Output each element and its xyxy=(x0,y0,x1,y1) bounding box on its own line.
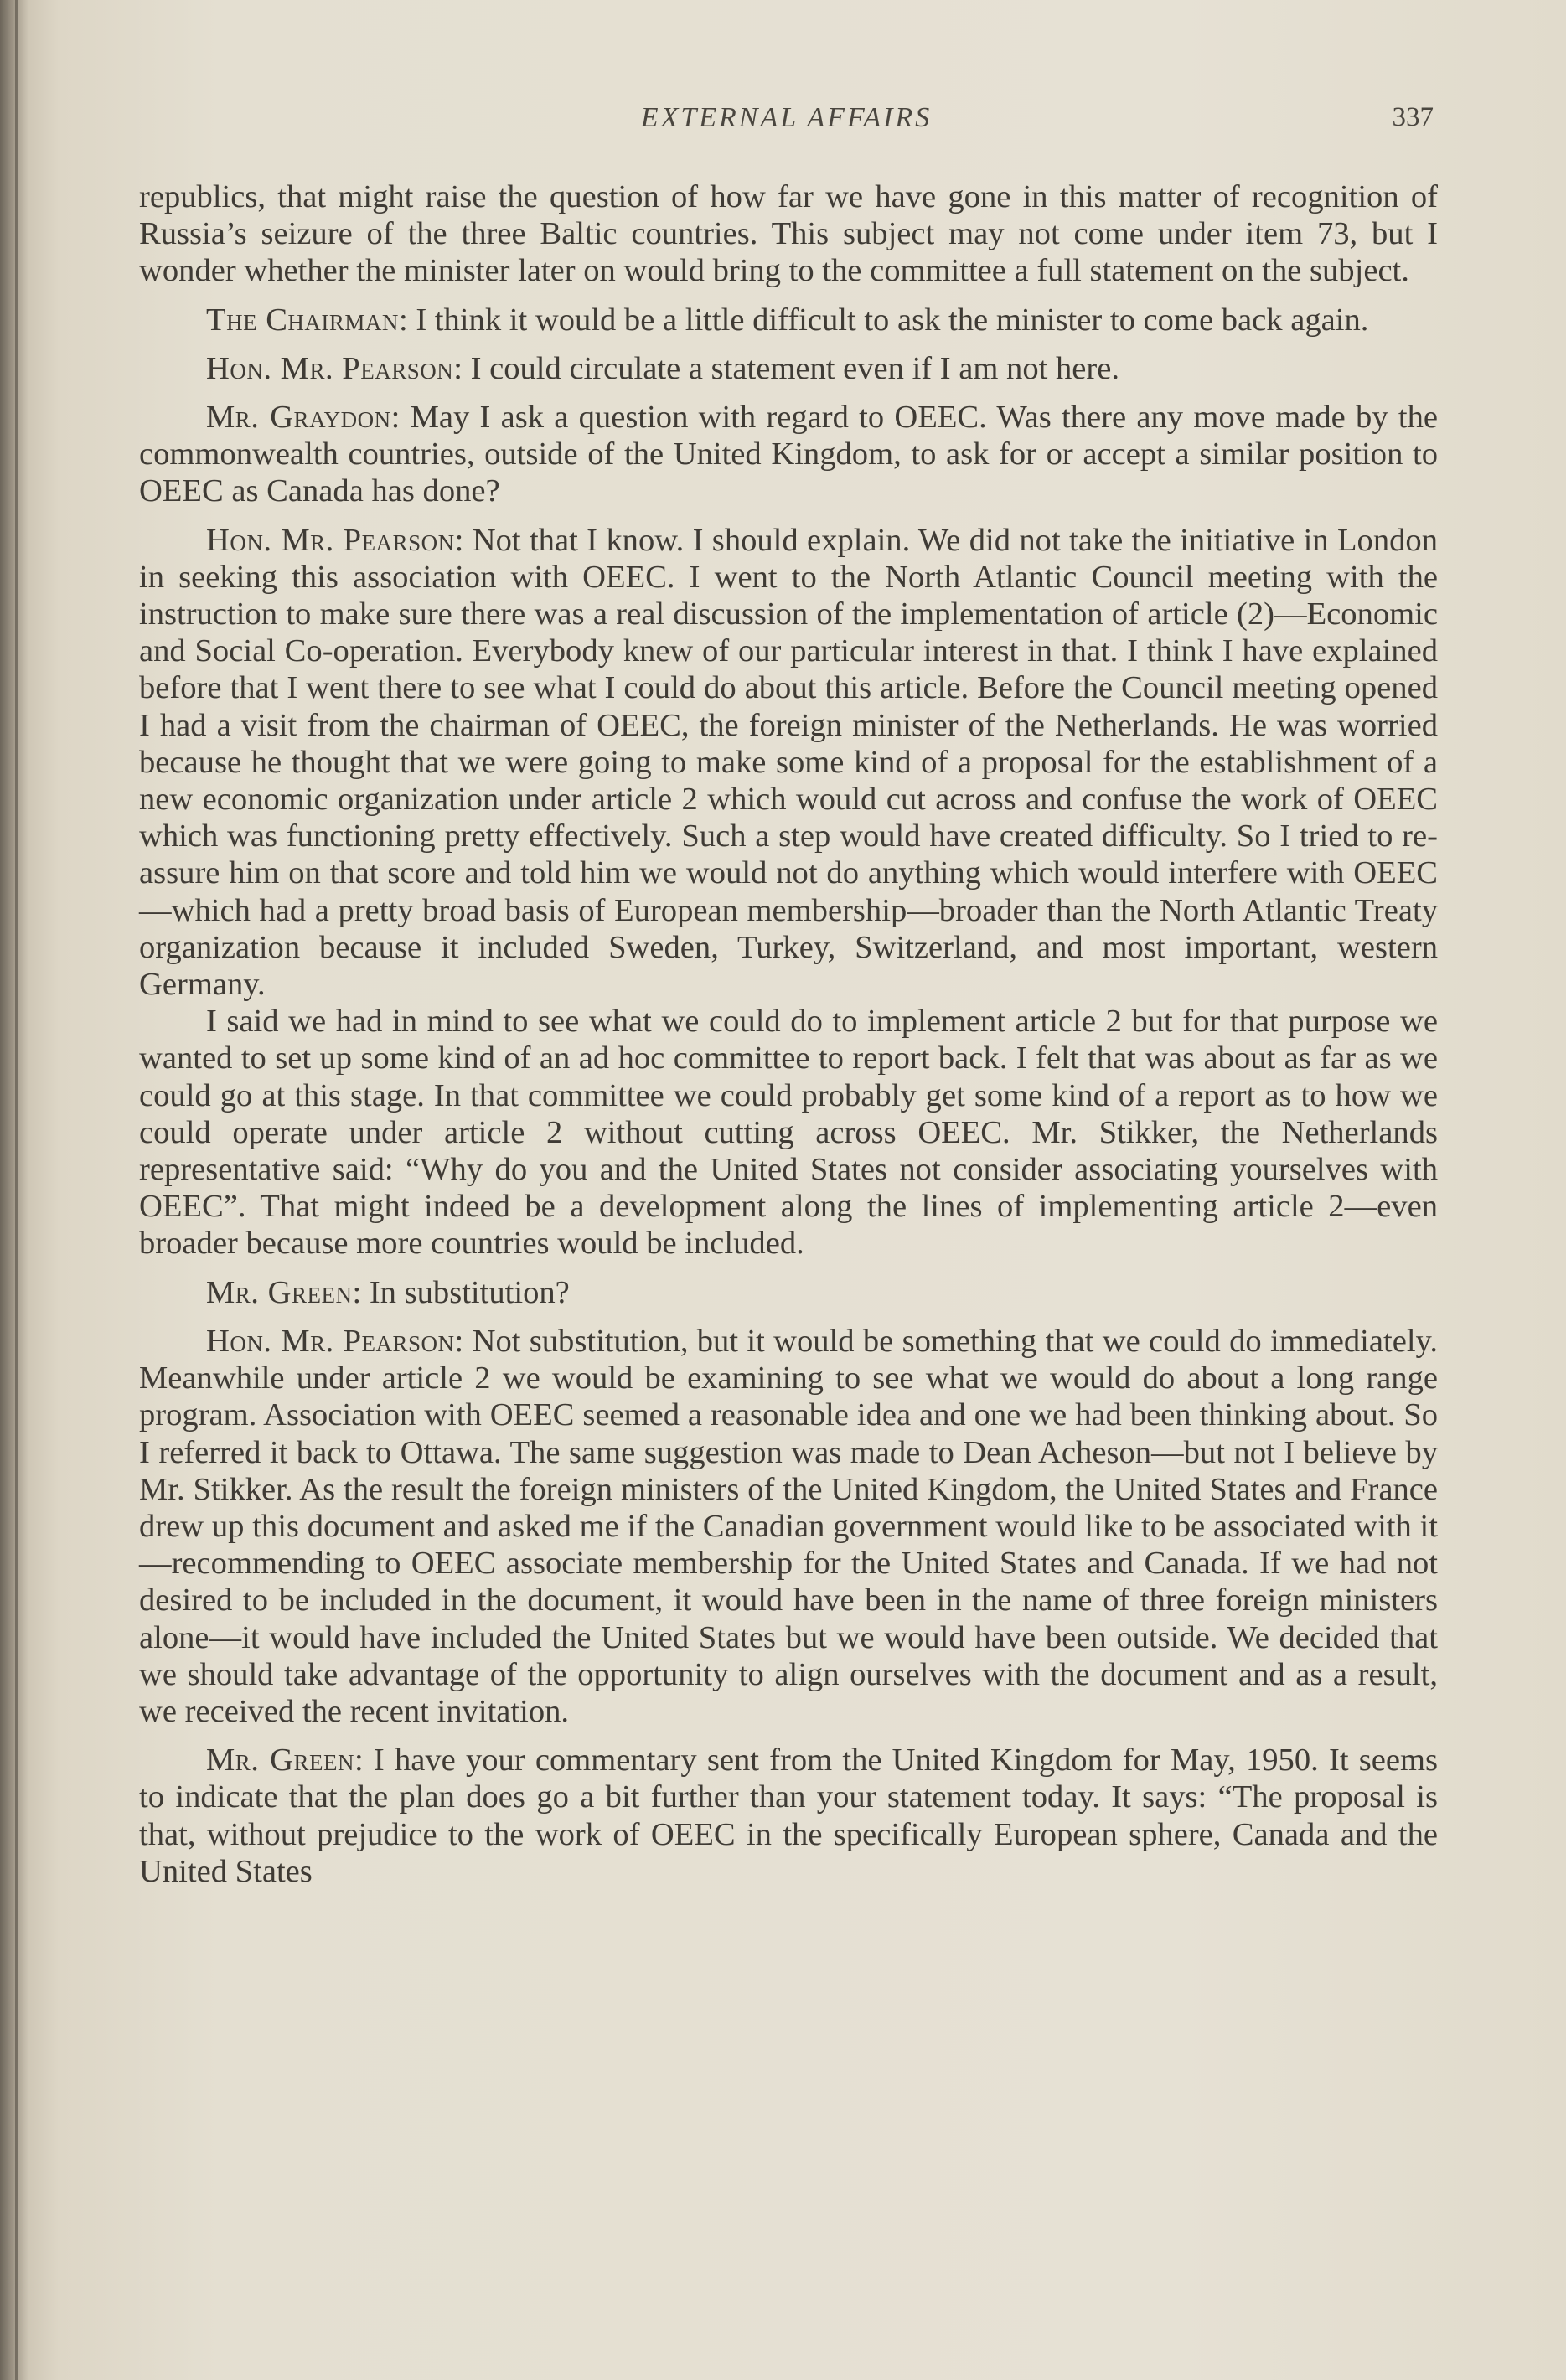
paragraph-text: I could circulate a statement even if I am not here. xyxy=(470,350,1120,386)
paragraph: Hon. Mr. Pearson: Not that I know. I should explain. We did not take the initiative in London in seeking this association with OEEC. I went to the North Atlantic Council meeting with the instruction to make sure there was a real discussion of the implementation of article (2)—Economic and Social Co-operation. Everybody knew of our particular interest in that. I think I have explained before that I went there to see what I could do about this article. Before the Council meeting opened I had a visit from the chairman of OEEC, the foreign minister of the Netherlands. He was worried because he thought that we were going to make some kind of a proposal for the establishment of a new economic organization under article 2 which would cut across and confuse the work of OEEC which was functioning pretty effectively. Such a step would have created difficulty. So I tried to re-assure him on that score and told him we would not do anything which would interfere with OEEC—which had a pretty broad basis of European membership—broader than the North Atlantic Treaty organization because it included Sweden, Turkey, Switzerland, and most important, western Germany. xyxy=(139,522,1438,1003)
paragraph: The Chairman: I think it would be a little difficult to ask the minister to come back again. xyxy=(206,302,1369,338)
paragraph-text: I have your commentary sent from the United Kingdom for May, 1950. It seems to indicate that the plan does go a bit further than your statement today. It says: “The proposal is that, without prejudice to the work of OEEC in the specifically European sphere, Canada and the United States xyxy=(139,1742,1438,1889)
paragraph: Hon. Mr. Pearson: I could circulate a statement even if I am not here. xyxy=(206,350,1120,386)
speaker-name: Mr. Green xyxy=(206,1742,354,1779)
speaker-name: Hon. Mr. Pearson xyxy=(206,522,455,558)
paragraph-text: May I ask a question with regard to OEEC. Was there any move made by the commonwealth countries, outside of the United Kingdom, to ask for or accept a similar position to OEEC as Canada has done? xyxy=(139,400,1438,509)
speaker-name: Mr. Green xyxy=(206,1274,353,1310)
speaker-name: Mr. Graydon xyxy=(206,400,391,436)
page-number: 337 xyxy=(1392,102,1434,132)
speaker-name: Hon. Mr. Pearson xyxy=(206,350,454,386)
paragraph: Mr. Green: In substitution? xyxy=(206,1274,570,1310)
paragraph-text: republics, that might raise the question of how far we have gone in this matter of recognition of Russia’s seizure of the three Baltic countries. This subject may not come under item 73, but I wonder whether the minister later on would bring to the committee a full statement on the subject. xyxy=(139,179,1438,289)
speaker-name: Hon. Mr. Pearson xyxy=(206,1323,455,1359)
paragraph-text: In substitution? xyxy=(369,1274,570,1310)
paragraph-text: I think it would be a little difficult to ask the minister to come back again. xyxy=(416,302,1369,338)
binding-gutter xyxy=(15,0,18,2380)
paragraph: Hon. Mr. Pearson: Not substitution, but it would be something that we could do immediately. Meanwhile under article 2 we would be examining to see what we would do about a long range program. Association with OEEC seemed a reasonable idea and one we had been thinking about. So I referred it back to Ottawa. The same suggestion was made to Dean Acheson—but not I believe by Mr. Stikker. As the result the foreign ministers of the United Kingdom, the United States and France drew up this document and asked me if the Canadian government would like to be associated with it—recommending to OEEC associate membership for the United States and Canada. If we had not desired to be included in the document, it would have been in the name of three foreign ministers alone—it would have included the United States but we would have been outside. We decided that we should take advantage of the opportunity to align ourselves with the document and as a result, we received the recent invitation. xyxy=(139,1323,1438,1729)
speaker-name: The Chairman xyxy=(206,302,399,338)
paragraph-text: I said we had in mind to see what we could do to implement article 2 but for that purpose we wanted to set up some kind of an ad hoc committee to report back. I felt that was about as far as we could go at this stage. In that committee we could probably get some kind of a report as to how we could operate under article 2 without cutting across OEEC. Mr. Stikker, the Netherlands representative said: “Why do you and the United States not consider associating yourselves with OEEC”. That might indeed be a development along the lines of implementing article 2—even broader because more countries would be included. xyxy=(139,1004,1438,1262)
page-header xyxy=(139,102,1434,144)
body-text xyxy=(139,178,1438,1902)
paragraph: Mr. Graydon: May I ask a question with regard to OEEC. Was there any move made by the commonwealth countries, outside of the United Kingdom, to ask for or accept a similar position to OEEC as Canada has done? xyxy=(139,400,1438,509)
paragraph: Mr. Green: I have your commentary sent from the United Kingdom for May, 1950. It seems to indicate that the plan does go a bit further than your statement today. It says: “The proposal is that, without prejudice to the work of OEEC in the specifically European sphere, Canada and the United States xyxy=(139,1742,1438,1889)
running-head: EXTERNAL AFFAIRS xyxy=(640,102,933,133)
paragraph xyxy=(139,178,1438,290)
paragraph-text: Not that I know. I should explain. We did not take the initiative in London in seeking this association with OEEC. I went to the North Atlantic Council meeting with the instruction to make sure there was a real discussion of the implementation of article (2)—Economic and Social Co-operation. Everybody knew of our particular interest in that. I think I have explained before that I went there to see what I could do about this article. Before the Council meeting opened I had a visit from the chairman of OEEC, the foreign minister of the Netherlands. He was worried because he thought that we were going to make some kind of a proposal for the establishment of a new economic organization under article 2 which would cut across and confuse the work of OEEC which was functioning pretty effectively. Such a step would have created difficulty. So I tried to re-assure him on that score and told him we would not do anything which would interfere with OEEC—which had a pretty broad basis of European membership—broader than the North Atlantic Treaty organization because it included Sweden, Turkey, Switzerland, and most important, western Germany. xyxy=(139,522,1438,1003)
paragraph xyxy=(139,1003,1438,1262)
paragraph-text: Not substitution, but it would be something that we could do immediately. Meanwhile under article 2 we would be examining to see what we would do about a long range program. Association with OEEC seemed a reasonable idea and one we had been thinking about. So I referred it back to Ottawa. The same suggestion was made to Dean Acheson—but not I believe by Mr. Stikker. As the result the foreign ministers of the United Kingdom, the United States and France drew up this document and asked me if the Canadian government would like to be associated with it—recommending to OEEC associate membership for the United States and Canada. If we had not desired to be included in the document, it would have been in the name of three foreign ministers alone—it would have included the United States but we would have been outside. We decided that we should take advantage of the opportunity to align ourselves with the document and as a result, we received the recent invitation. xyxy=(139,1323,1438,1729)
